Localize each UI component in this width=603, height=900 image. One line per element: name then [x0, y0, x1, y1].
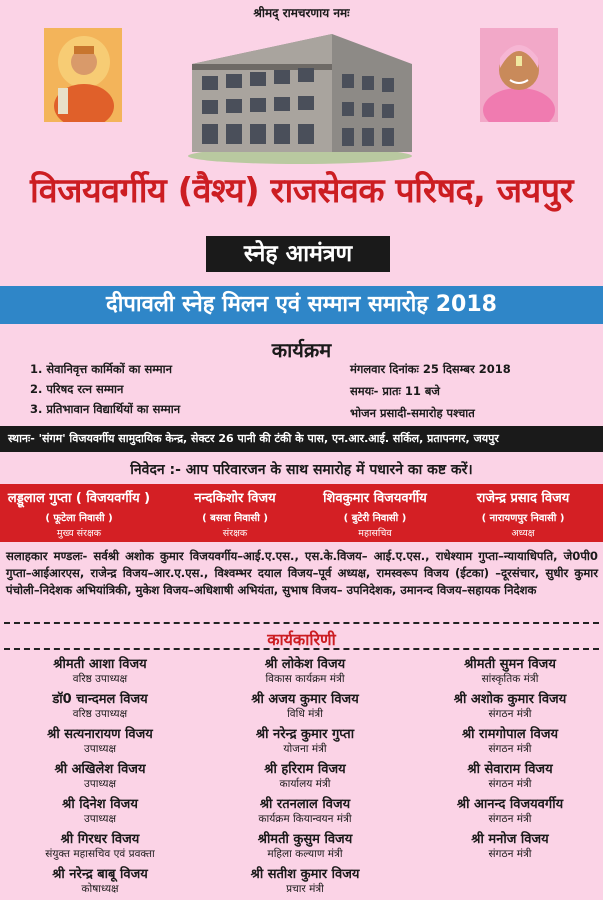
- executive-member: श्रीमती कुसुम विजय महिला कल्याण मंत्री: [257, 832, 353, 860]
- executive-member: श्री हरिराम विजय कार्यालय मंत्री: [264, 762, 346, 790]
- executive-member: श्री अखिलेश विजय उपाध्यक्ष: [54, 762, 146, 790]
- officer-place: ( फूटेला निवासी ): [45, 513, 113, 524]
- executive-heading: कार्यकारिणी: [267, 630, 336, 649]
- officer-patron: [160, 484, 310, 539]
- executive-member: श्रीमती आशा विजय वरिष्ठ उपाध्यक्ष: [53, 657, 147, 685]
- executive-member: श्री नरेन्द्र कुमार गुप्ता योजना मंत्री: [255, 727, 355, 755]
- saint-portrait-right: [480, 28, 558, 122]
- saint-portrait-left: [44, 28, 122, 122]
- executive-member: श्री मनोज विजय संगठन मंत्री: [471, 832, 549, 860]
- program-heading: कार्यक्रम: [271, 338, 332, 362]
- venue-bar: स्थानः- 'संगम' विजयवर्गीय सामुदायिक केन्द्र, सेक्टर 26 पानी की टंकी के पास, एन.आर.आई. सर्किल, प्रतापनगर, जयपुर: [0, 426, 603, 452]
- officer-chief-patron: [4, 484, 154, 539]
- officer-name: राजेन्द्र प्रसाद विजय: [476, 491, 570, 506]
- event-date: मंगलवार दिनांकः 25 दिसम्बर 2018: [350, 362, 511, 376]
- executive-member: श्री अजय कुमार विजय विधि मंत्री: [251, 692, 359, 720]
- executive-member: श्री सतीश कुमार विजय प्रचार मंत्री: [250, 867, 360, 895]
- executive-member: श्री नरेन्द्र बाबू विजय कोषाध्यक्ष: [52, 867, 148, 895]
- officer-role: अध्यक्ष: [511, 528, 535, 539]
- executive-member: श्री रतनलाल विजय कार्यक्रम कियान्वयन मंत्री: [258, 797, 352, 825]
- executive-member: श्री लोकेश विजय विकास कार्यक्रम मंत्री: [264, 657, 346, 685]
- officer-role: संरक्षक: [222, 528, 248, 539]
- officer-name: लड्डूलाल गुप्ता ( विजयवर्गीय ): [7, 491, 151, 506]
- community-building-image: [182, 24, 418, 164]
- invitation-banner: स्नेह आमंत्रण: [206, 236, 390, 272]
- executive-member: श्री रामगोपाल विजय संगठन मंत्री: [461, 727, 559, 755]
- event-title-banner: दीपावली स्नेह मिलन एवं सम्मान समारोह 2018: [0, 286, 603, 324]
- program-item: 3. प्रतिभावान विद्यार्थियों का सम्मान: [30, 402, 181, 416]
- executive-member: डॉ0 चान्दमल विजय वरिष्ठ उपाध्यक्ष: [52, 692, 148, 720]
- executive-member: श्री दिनेश विजय उपाध्यक्ष: [62, 797, 138, 825]
- officer-place: ( बसवा निवासी ): [202, 513, 268, 524]
- officer-place: ( बुटेरी निवासी ): [343, 513, 407, 524]
- executive-member: श्री गिरधर विजय संयुक्त महासचिव एवं प्रवक्ता: [45, 832, 155, 860]
- executive-member: श्री अशोक कुमार विजय संगठन मंत्री: [453, 692, 567, 720]
- executive-member: श्री आनन्द विजयवर्गीय संगठन मंत्री: [456, 797, 564, 825]
- officer-president: [448, 484, 598, 539]
- officer-role: मुख्य संरक्षक: [56, 528, 102, 539]
- event-time: समयः- प्रातः 11 बजे: [350, 384, 440, 398]
- request-text: निवेदन :- आप परिवारजन के साथ समारोह में पधारने का कष्ट करें।: [130, 462, 473, 478]
- lunch-note: भोजन प्रसादी-समारोह पश्चात: [350, 406, 475, 420]
- officer-general-secretary: [300, 484, 450, 539]
- advisory-board-text: सलाहकार मण्डलः- सर्वश्री अशोक कुमार विजयवर्गीय–आई.ए.एस., एस.के.विजय– आई.ए.एस., राधेश्याम गुप्ता–न्यायाधिपति, जे0पी0 गुप्ता–आईआरएस, राजेन्द्र विजय–आर.ए.एस., विश्वम्भर दयाल विजय–पूर्व अध्यक्ष, रामस्वरूप विजय (ईटका) –दूरसंचार, सुधीर कुमार पंचोली–निदेशक अभियांत्रिकी, मुकेश विजय–अधिशाषी अभियंता, सुभाष विजय– उपनिदेशक, उमानन्द विजय–सहायक निदेशक: [6, 549, 598, 597]
- officers-bar: [0, 484, 603, 542]
- program-item: 1. सेवानिवृत्त कार्मिकों का सम्मान: [30, 362, 172, 376]
- organization-title: विजयवर्गीय (वैश्य) राजसेवक परिषद, जयपुर: [30, 171, 573, 211]
- officer-name: शिवकुमार विजयवर्गीय: [323, 491, 427, 506]
- program-item: 2. परिषद रत्न सम्मान: [30, 382, 124, 396]
- executive-member: श्री सत्यनारायण विजय उपाध्यक्ष: [47, 727, 153, 755]
- officer-place: ( नारायणपुर निवासी ): [481, 513, 565, 524]
- executive-member: श्री सेवाराम विजय संगठन मंत्री: [467, 762, 553, 790]
- officer-role: महासचिव: [358, 528, 392, 539]
- officer-name: नन्दकिशोर विजय: [194, 491, 276, 506]
- executive-member: श्रीमती सुमन विजय सांस्कृतिक मंत्री: [464, 657, 556, 685]
- invocation-text: श्रीमद् रामचरणाय नमः: [253, 6, 350, 20]
- divider: [4, 648, 599, 650]
- divider: [4, 622, 599, 624]
